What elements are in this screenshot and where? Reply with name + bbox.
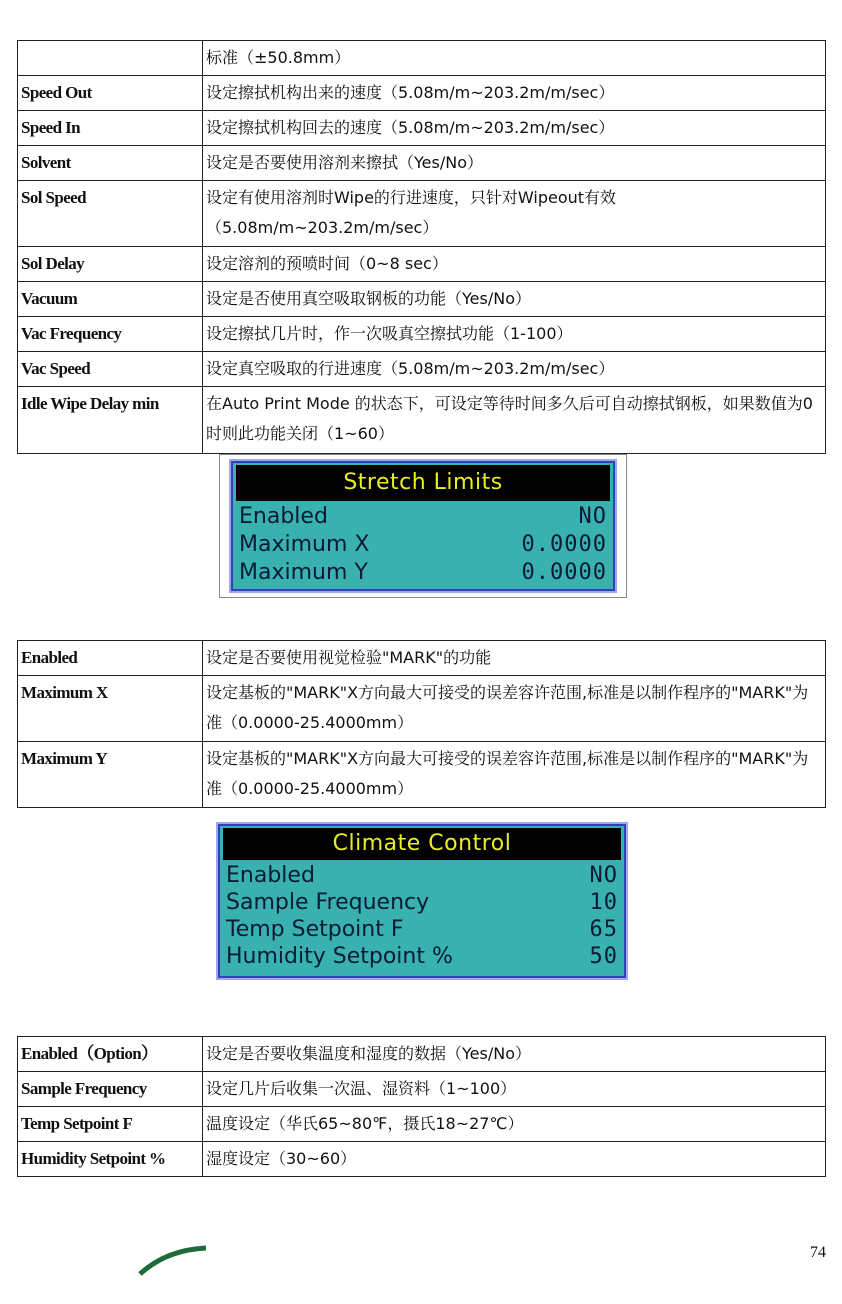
table-row xyxy=(18,282,826,317)
param-name: Speed Out xyxy=(18,76,203,111)
panel-row-maximum-y[interactable] xyxy=(233,559,613,587)
param-name: Maximum Y xyxy=(18,742,203,808)
table-row xyxy=(18,111,826,146)
table-row xyxy=(18,41,826,76)
param-description: 设定擦拭机构出来的速度（5.08m/m~203.2m/m/sec） xyxy=(203,76,826,111)
table-row xyxy=(18,1107,826,1142)
table-row xyxy=(18,1037,826,1072)
row-value: 10 xyxy=(589,890,618,915)
climate-control-panel xyxy=(218,824,626,978)
row-label: Enabled xyxy=(239,504,328,529)
stretch-limits-table xyxy=(17,640,826,808)
param-description: 设定溶剂的预喷时间（0~8 sec） xyxy=(203,247,826,282)
table-row xyxy=(18,1142,826,1177)
panel-row-enabled[interactable] xyxy=(220,862,624,889)
table-row xyxy=(18,247,826,282)
row-label: Enabled xyxy=(226,863,315,888)
param-name: Speed In xyxy=(18,111,203,146)
panel-row-maximum-x[interactable] xyxy=(233,531,613,559)
param-description: 设定真空吸取的行进速度（5.08m/m~203.2m/m/sec） xyxy=(203,352,826,387)
wipe-settings-table xyxy=(17,40,826,454)
param-name: Maximum X xyxy=(18,676,203,742)
param-description: 标准（±50.8mm） xyxy=(203,41,826,76)
table-row xyxy=(18,742,826,808)
param-description: 设定基板的"MARK"X方向最大可接受的误差容许范围,标准是以制作程序的"MARK"为准（0.0000-25.4000mm） xyxy=(203,676,826,742)
row-value: 65 xyxy=(589,917,618,942)
param-description: 在Auto Print Mode 的状态下，可设定等待时间多久后可自动擦拭钢板，如果数值为0时则此功能关闭（1~60） xyxy=(203,387,826,454)
table-row xyxy=(18,146,826,181)
param-description: 设定是否要使用溶剂来擦拭（Yes/No） xyxy=(203,146,826,181)
param-description: 设定基板的"MARK"X方向最大可接受的误差容许范围,标准是以制作程序的"MARK"为准（0.0000-25.4000mm） xyxy=(203,742,826,808)
row-value: 50 xyxy=(589,944,618,969)
table-row xyxy=(18,676,826,742)
table-row xyxy=(18,1072,826,1107)
table-row xyxy=(18,352,826,387)
param-name: Enabled（Option） xyxy=(18,1037,203,1072)
row-value: NO xyxy=(578,504,607,529)
company-logo-icon xyxy=(136,1244,256,1304)
param-name: Vacuum xyxy=(18,282,203,317)
table-row xyxy=(18,641,826,676)
param-name: Vac Speed xyxy=(18,352,203,387)
param-description: 设定擦拭机构回去的速度（5.08m/m~203.2m/m/sec） xyxy=(203,111,826,146)
param-name: Humidity Setpoint % xyxy=(18,1142,203,1177)
param-name: Idle Wipe Delay min xyxy=(18,387,203,454)
table-row xyxy=(18,76,826,111)
param-description: 设定擦拭几片时，作一次吸真空擦拭功能（1-100） xyxy=(203,317,826,352)
param-description: 设定是否要使用视觉检验"MARK"的功能 xyxy=(203,641,826,676)
param-name: Solvent xyxy=(18,146,203,181)
table-row xyxy=(18,317,826,352)
param-name: Sol Delay xyxy=(18,247,203,282)
row-label: Maximum X xyxy=(239,532,370,557)
row-value: NO xyxy=(589,863,618,888)
param-description: 设定有使用溶剂时Wipe的行进速度，只针对Wipeout有效（5.08m/m~203.2m/m/sec） xyxy=(203,181,826,247)
panel-row-sample-frequency[interactable] xyxy=(220,889,624,916)
param-description: 湿度设定（30~60） xyxy=(203,1142,826,1177)
param-description: 设定是否要收集温度和湿度的数据（Yes/No） xyxy=(203,1037,826,1072)
row-label: Sample Frequency xyxy=(226,890,430,915)
stretch-limits-panel xyxy=(231,461,615,591)
table-row xyxy=(18,387,826,454)
row-label: Humidity Setpoint % xyxy=(226,944,453,969)
param-name: Enabled xyxy=(18,641,203,676)
row-label: Temp Setpoint F xyxy=(226,917,404,942)
climate-control-table xyxy=(17,1036,826,1177)
page-number: 74 xyxy=(810,1244,826,1261)
panel-row-enabled[interactable] xyxy=(233,503,613,531)
panel-row-humidity-setpoint[interactable] xyxy=(220,943,624,970)
param-description: 设定是否使用真空吸取钢板的功能（Yes/No） xyxy=(203,282,826,317)
param-name: Sol Speed xyxy=(18,181,203,247)
param-description: 设定几片后收集一次温、湿资料（1~100） xyxy=(203,1072,826,1107)
panel-row-temp-setpoint[interactable] xyxy=(220,916,624,943)
param-description: 温度设定（华氏65~80℉，摄氏18~27℃） xyxy=(203,1107,826,1142)
row-value: 0.0000 xyxy=(521,560,607,585)
table-row xyxy=(18,181,826,247)
row-value: 0.0000 xyxy=(521,532,607,557)
param-name: Temp Setpoint F xyxy=(18,1107,203,1142)
row-label: Maximum Y xyxy=(239,560,368,585)
panel-title: Stretch Limits xyxy=(236,465,610,501)
param-name xyxy=(18,41,203,76)
panel-title: Climate Control xyxy=(223,828,621,860)
param-name: Vac Frequency xyxy=(18,317,203,352)
param-name: Sample Frequency xyxy=(18,1072,203,1107)
